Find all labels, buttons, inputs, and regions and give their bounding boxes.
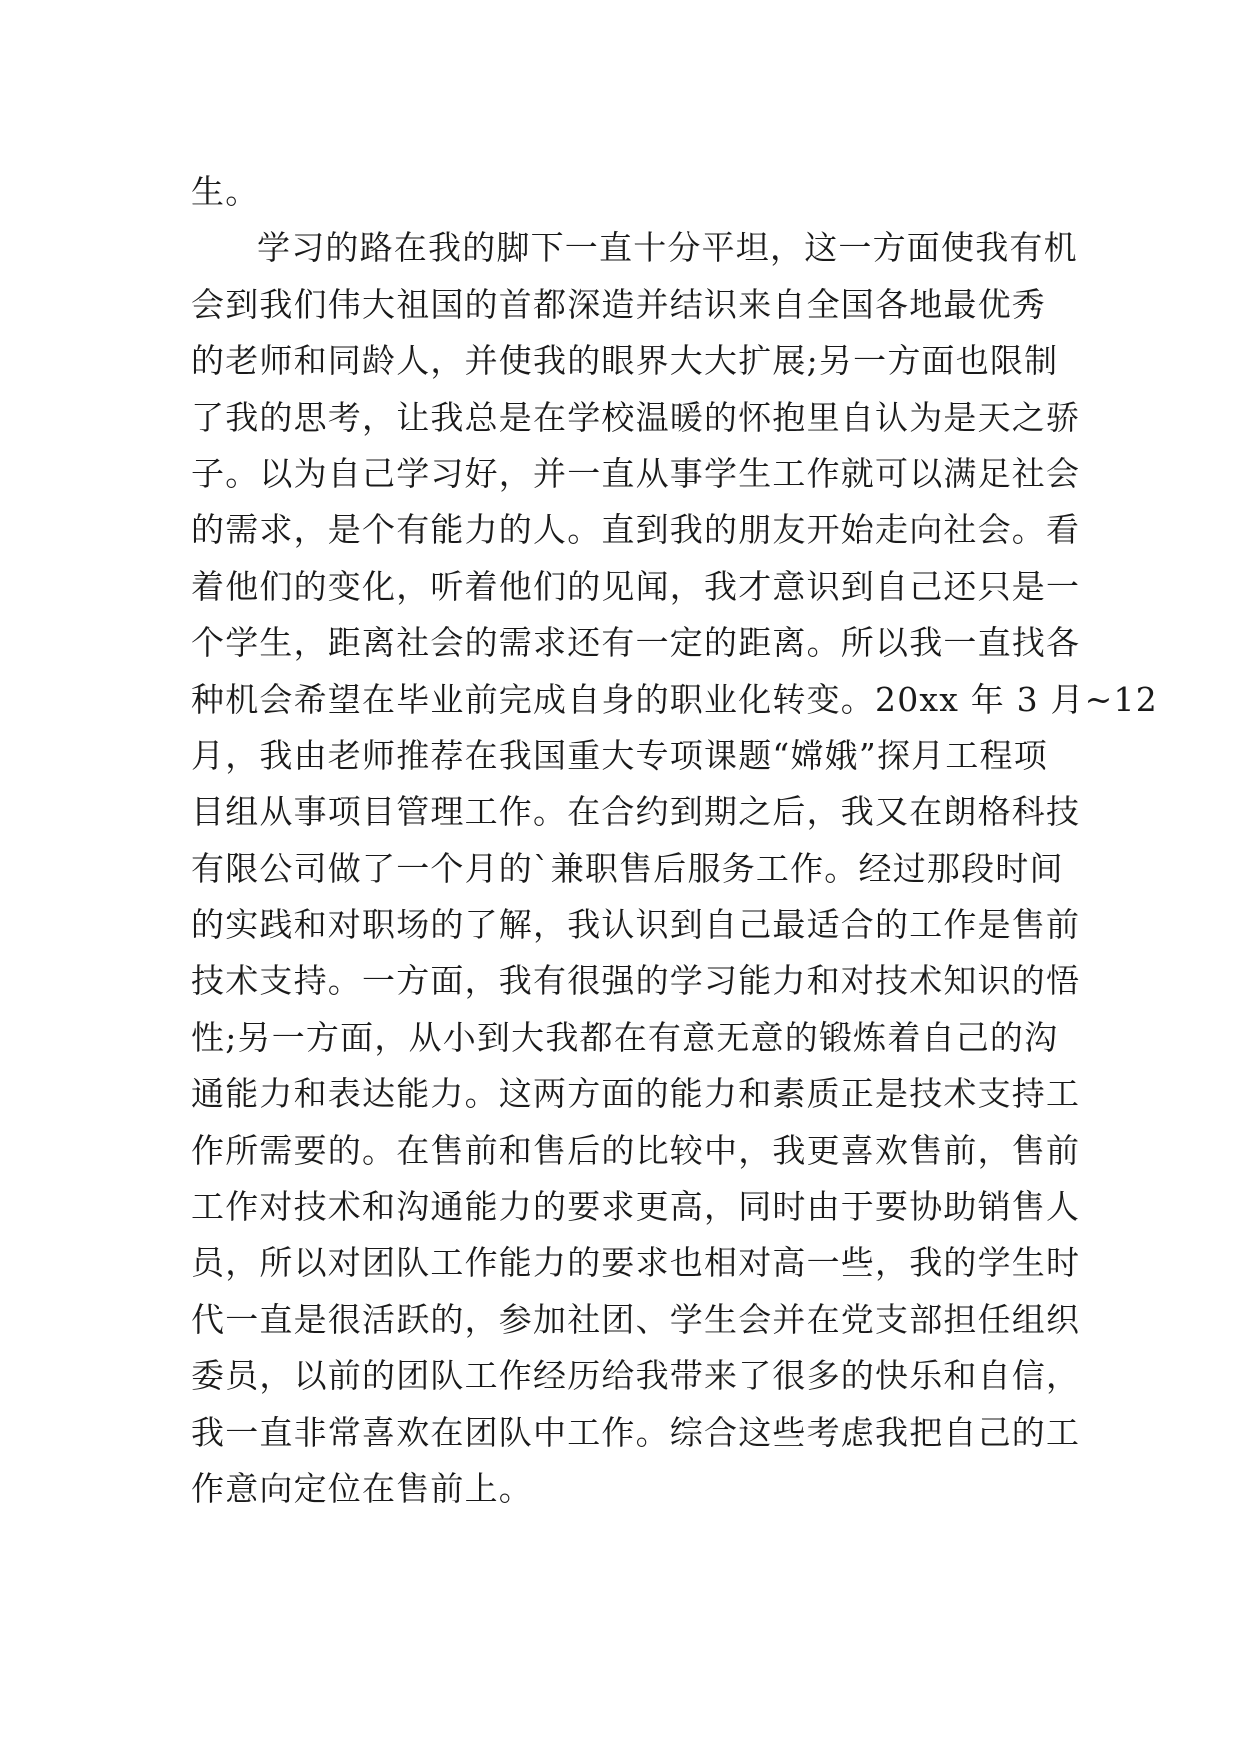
text-line: 委员，以前的团队工作经历给我带来了很多的快乐和自信，	[191, 1356, 1081, 1396]
text-line: 子。以为自己学习好，并一直从事学生工作就可以满足社会	[191, 453, 1081, 493]
text-line: 性;另一方面，从小到大我都在有意无意的锻炼着自己的沟	[191, 1017, 1059, 1057]
text-line: 通能力和表达能力。这两方面的能力和素质正是技术支持工	[191, 1074, 1081, 1114]
text-line: 作意向定位在售前上。	[191, 1468, 533, 1508]
paragraph-first-line: 学习的路在我的脚下一直十分平坦，这一方面使我有机	[257, 228, 1078, 268]
text-line: 代一直是很活跃的，参加社团、学生会并在党支部担任组织	[191, 1299, 1081, 1339]
text-line: 工作对技术和沟通能力的要求更高，同时由于要协助销售人	[191, 1187, 1081, 1227]
text-line: 员，所以对团队工作能力的要求也相对高一些，我的学生时	[191, 1243, 1081, 1283]
text-line: 月，我由老师推荐在我国重大专项课题“嫦娥”探月工程项	[191, 735, 1048, 775]
text-line: 的实践和对职场的了解，我认识到自己最适合的工作是售前	[191, 905, 1081, 945]
text-line: 了我的思考，让我总是在学校温暖的怀抱里自认为是天之骄	[191, 397, 1081, 437]
text-line: 个学生，距离社会的需求还有一定的距离。所以我一直找各	[191, 623, 1081, 663]
text-line: 我一直非常喜欢在团队中工作。综合这些考虑我把自己的工	[191, 1412, 1081, 1452]
text-line: 的老师和同龄人，并使我的眼界大大扩展;另一方面也限制	[191, 341, 1059, 381]
text-line: 技术支持。一方面，我有很强的学习能力和对技术知识的悟	[191, 961, 1081, 1001]
text-line: 着他们的变化，听着他们的见闻，我才意识到自己还只是一	[191, 566, 1081, 606]
text-line: 目组从事项目管理工作。在合约到期之后，我又在朗格科技	[191, 792, 1081, 832]
body-text	[191, 164, 1158, 1517]
text-line: 有限公司做了一个月的`兼职售后服务工作。经过那段时间	[191, 848, 1064, 888]
text-line: 作所需要的。在售前和售后的比较中，我更喜欢售前，售前	[191, 1130, 1081, 1170]
text-line: 的需求，是个有能力的人。直到我的朋友开始走向社会。看	[191, 510, 1081, 550]
text-line: 会到我们伟大祖国的首都深造并结识来自全国各地最优秀	[191, 284, 1046, 324]
text-line: 生。	[191, 172, 260, 211]
text-line: 种机会希望在毕业前完成自身的职业化转变。20xx 年 3 月~12	[191, 679, 1158, 719]
